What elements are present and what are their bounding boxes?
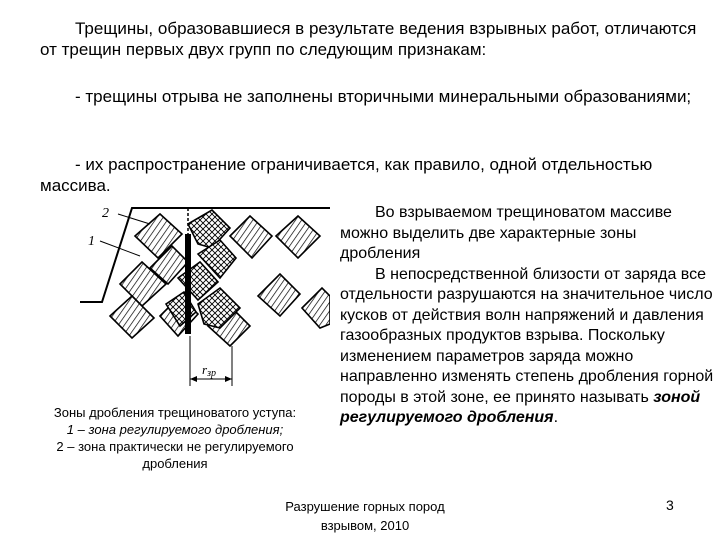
footer-line-1: Разрушение горных пород: [285, 499, 445, 514]
crushing-zones-figure: [80, 196, 330, 396]
intro-paragraph-3: [40, 154, 700, 196]
intro-text-1: Трещины, образовавшиеся в результате ведения взрывных работ, отличаются от трещин первых двух групп по следующим признакам:: [40, 19, 697, 59]
intro-paragraph-2: [40, 86, 700, 107]
emphasis-term: зоной регулируемого дробления: [340, 388, 701, 426]
right-paragraph-1: Во взрываемом трещиноватом массиве можно выделить две характерные зоны дробления: [340, 204, 672, 262]
intro-paragraph-1: [40, 18, 700, 60]
label-1: 1: [88, 234, 95, 249]
right-text-column: [340, 203, 716, 429]
figure-caption: [30, 404, 320, 472]
right-paragraph-2: В непосредственной близости от заряда все отдельности разрушаются на значительное число кусков от действия волн напряжений и давления газообразных продуктов взрыва. Поскольку изменением параметров заряда можно направленно изменять степень дробления горной породы в этой зоне, ее принято называть зоной регулируемого дробления.: [340, 265, 714, 426]
charge: [185, 234, 191, 334]
caption-line-3: 2 – зона практически не регулируемого дробления: [56, 439, 294, 471]
page-number: 3: [666, 497, 674, 513]
label-2: 2: [102, 206, 109, 221]
footer: [250, 497, 480, 535]
intro-text-3: - их распространение ограничивается, как правило, одной отдельностью массива.: [40, 155, 653, 195]
caption-line-1: Зоны дробления трещиноватого уступа:: [53, 405, 297, 420]
footer-line-2: взрывом, 2010: [320, 518, 410, 533]
dimension-label: rзр: [202, 362, 216, 379]
intro-text-2: - трещины отрыва не заполнены вторичными минеральными образованиями;: [75, 87, 692, 106]
caption-line-2: 1 – зона регулируемого дробления;: [66, 422, 284, 437]
dimension-arrow-left: [190, 376, 197, 382]
dimension-arrow-right: [225, 376, 232, 382]
